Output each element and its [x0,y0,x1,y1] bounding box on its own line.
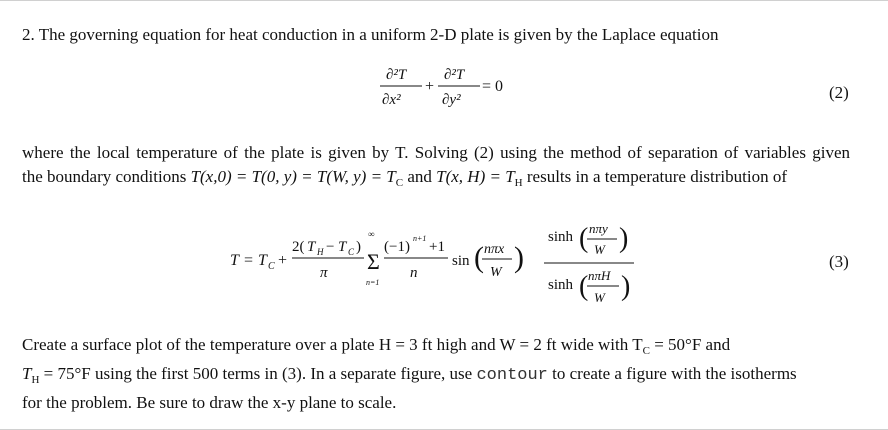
svg-text:nπy: nπy [589,221,608,236]
svg-text:C: C [268,261,275,272]
svg-text:= 0: = 0 [482,78,504,95]
svg-text:n: n [410,265,418,281]
svg-text:∂²T: ∂²T [386,67,407,83]
svg-text:nπx: nπx [484,242,505,257]
svg-text:(: ( [579,223,589,254]
laplace-equation [370,61,530,121]
svg-text:Σ: Σ [367,249,380,274]
svg-text:(−1): (−1) [384,239,410,255]
svg-text:T: T [230,252,239,269]
svg-text:∂x²: ∂x² [382,92,401,108]
svg-text:C: C [348,247,355,257]
svg-text:sin: sin [452,253,470,269]
svg-text:∂²T: ∂²T [444,67,465,83]
svg-text:T: T [307,239,316,255]
svg-text:): ) [619,223,629,254]
svg-text:T: T [338,239,347,255]
svg-text:n=1: n=1 [366,278,380,287]
task-line-3: for the problem. Be sure to draw the x-y plane to scale. [22,393,397,412]
where-line-1: where the local temperature of the plate is given by T. Solving (2) using the method of separation of variables given [22,143,850,162]
svg-text:+: + [278,252,288,269]
svg-text:n+1: n+1 [413,234,427,243]
svg-text:W: W [594,290,605,305]
svg-text:): ) [621,271,631,302]
svg-text:): ) [514,241,524,274]
svg-text:(: ( [474,241,484,274]
where-line-2: the boundary conditions T(x,0) = T(0, y) = T(W, $y) = T_C$ and T(x, $H) = T_H$ results in a temperature distribution of [22,167,788,189]
equation-number-3: (3) [829,252,849,271]
svg-text:W: W [594,242,605,257]
svg-text:=: = [244,252,254,269]
problem-intro: 2. The governing equation for heat conduction in a uniform 2-D plate is given by the Laplace equation [22,25,719,44]
svg-text:H: H [317,247,324,257]
svg-text:(: ( [579,271,589,302]
svg-text:W: W [490,265,502,280]
task-line-1: Create a surface plot of the temperature over a plate H = 3 ft high and W = 2 ft wide with $T_C = 50^\circ F$ and [22,335,731,357]
task-line-2: $T_H = 75^\circ F$ using the first 500 terms in (3). In a separate figure, use contour to create a figure with the isotherms [22,364,797,386]
svg-text:+: + [425,78,435,95]
temperature-distribution-equation [230,213,670,313]
svg-text:sinh: sinh [548,277,574,293]
contour-code: contour [476,366,548,385]
svg-text:π: π [320,265,328,281]
svg-text:): ) [356,239,361,255]
svg-text:nπH: nπH [588,268,611,283]
svg-text:∞: ∞ [368,229,375,239]
equation-number-2: (2) [829,83,849,102]
svg-text:2(: 2( [292,239,305,255]
svg-text:T: T [258,252,267,269]
svg-text:sinh: sinh [548,229,574,245]
svg-text:∂y²: ∂y² [442,92,461,108]
svg-text:+1: +1 [429,239,445,255]
svg-text:−: − [326,239,335,255]
